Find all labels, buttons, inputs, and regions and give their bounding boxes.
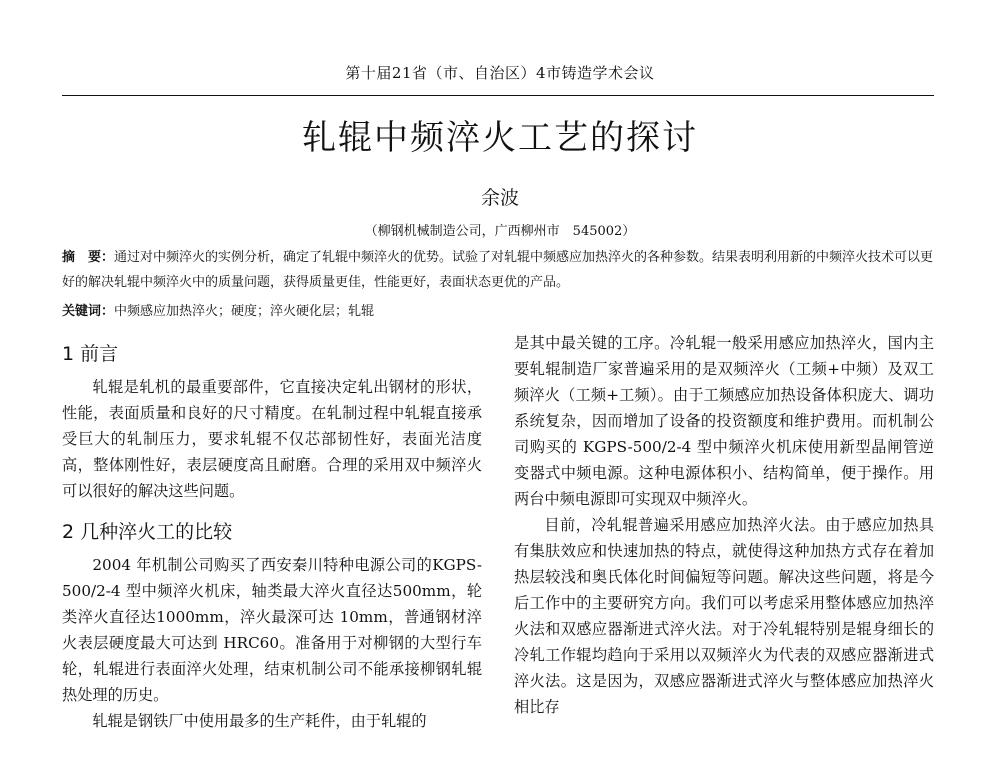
right-paragraph-1: 是其中最关键的工序。冷轧辊一般采用感应加热淬火，国内主要轧辊制造厂家普遍采用的是双频淬火（工频+中频）及双工频淬火（工频+工频）。由于工频感应加热设备体积庞大、调功系统复杂，因而增加了设备的投资额度和维护费用。而机制公司购买的 KGPS-500/2-4 型中频淬火机床使用新型晶闸管逆变器式中频电源。这种电源体积小、结构简单，便于操作。用两台中频电源即可实现双中频淬火。	[514, 334, 934, 508]
paper-title: 轧辊中频淬火工艺的探讨	[302, 118, 698, 158]
section-1-paragraph: 轧辊是轧机的最重要部件，它直接决定轧出钢材的形状，性能，表面质量和良好的尺寸精度。在轧制过程中轧辊直接承受巨大的轧制压力，要求轧辊不仅芯部韧性好，表面光洁度高，整体刚性好，表层硬度高且耐磨。合理的采用双中频淬火可以很好的解决这些问题。	[62, 378, 482, 500]
right-paragraph-2: 目前，冷轧辊普遍采用感应加热淬火法。由于感应加热具有集肤效应和快速加热的特点，就使得这种加热方式存在着加热层较浅和奥氏体化时间偏短等问题。解决这些问题，将是今后工作中的主要研究方向。我们可以考虑采用整体感应加热淬火法和双感应器渐进式淬火法。对于冷轧辊特别是辊身细长的冷轧工作辊均趋向于采用以双频淬火为代表的双感应器渐进式淬火法。这是因为，双感应器渐进式淬火与整体感应加热淬火相比存	[514, 516, 934, 716]
affiliation: （柳钢机械制造公司，广西柳州市 545002）	[364, 224, 636, 239]
left-column	[62, 340, 482, 734]
header-rule	[62, 95, 934, 96]
keywords	[62, 302, 936, 322]
section-1-title: 1 前言	[62, 343, 119, 365]
abstract	[62, 245, 936, 295]
keywords-text: 中频感应加热淬火；硬度；淬火硬化层；轧辊	[114, 304, 375, 319]
abstract-label: 摘 要：	[62, 250, 115, 265]
conference-header: 第十届21省（市、自治区）4市铸造学术会议	[345, 64, 655, 82]
right-column	[514, 330, 934, 720]
author: 余波	[480, 187, 519, 209]
section-2-paragraph-1: 2004 年机制公司购买了西安秦川特种电源公司的KGPS-500/2-4 型中频淬火机床，轴类最大淬火直径达500mm，轮类淬火直径达1000mm，淬火最深可达 10mm，普通钢材淬火表层硬度最大可达到 HRC60。准备用于对柳钢的大型行车轮，轧辊进行表面淬火处理，结束机制公司不能承接柳钢轧辊热处理的历史。	[62, 556, 482, 704]
abstract-text: 通过对中频淬火的实例分析，确定了轧辊中频淬火的优势。试验了对轧辊中频感应加热淬火的各种参数。结果表明利用新的中频淬火技术可以更好的解决轧辊中频淬火中的质量问题，获得质量更佳，性能更好，表面状态更优的产品。	[62, 250, 934, 290]
section-2-title: 2 几种淬火工的比较	[62, 521, 233, 543]
keywords-label: 关键词：	[62, 304, 115, 319]
section-2-paragraph-2: 轧辊是钢铁厂中使用最多的生产耗件，由于轧辊的	[92, 712, 427, 730]
